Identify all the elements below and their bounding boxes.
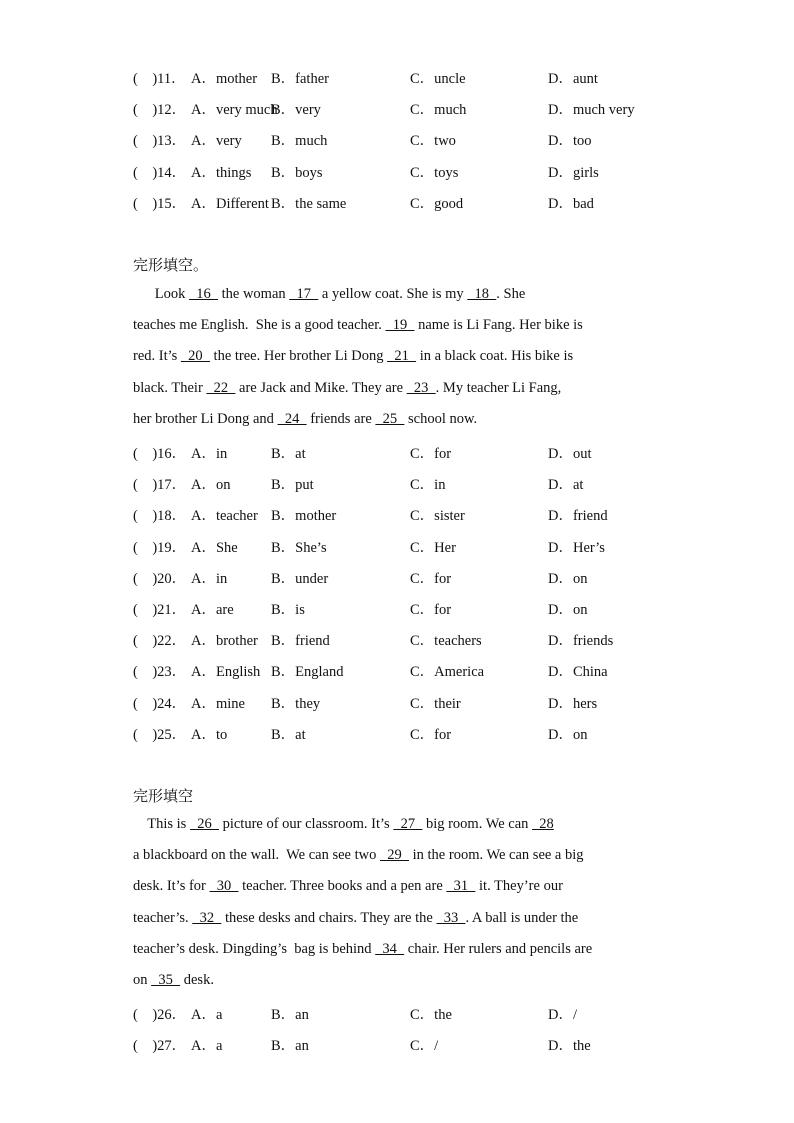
- passage-text: on: [133, 972, 152, 988]
- question-row: [0, 536, 794, 556]
- passage-text: are Jack and Mike. They are: [235, 379, 407, 396]
- option-c: C．America: [410, 664, 485, 681]
- question-row: [0, 129, 794, 149]
- option-a: A．very: [191, 133, 242, 150]
- question-number: ( )25．: [133, 726, 187, 743]
- option-c: C．for: [410, 602, 452, 618]
- option-c: C．much: [410, 102, 467, 119]
- passage-text: desk. It’s for: [133, 878, 210, 895]
- question-row: [0, 473, 794, 493]
- passage-text: in the room. We can see a big: [409, 847, 584, 864]
- question-row: [0, 67, 794, 87]
- passage-text: Look: [133, 286, 189, 302]
- option-b: B．friend: [271, 633, 330, 650]
- question-number: ( )19．: [133, 539, 187, 556]
- passage-text: teacher. Three books and a pen are: [238, 878, 447, 895]
- option-c: C．two: [410, 133, 456, 150]
- blank-number: 16: [188, 286, 218, 302]
- passage-text: big room. We can: [422, 816, 533, 832]
- blank-number: 23: [406, 379, 436, 396]
- question-row: [0, 161, 794, 181]
- option-b: B．much: [271, 133, 328, 150]
- option-a: A．in: [191, 570, 228, 587]
- option-d: D．Her’s: [548, 539, 605, 556]
- option-c: C．toys: [410, 164, 459, 181]
- question-number: ( )27．: [133, 1038, 187, 1055]
- option-a: A．are: [191, 602, 234, 618]
- blank-number: 24: [277, 410, 307, 427]
- option-a: A．a: [191, 1038, 223, 1055]
- option-a: A．a: [191, 1007, 223, 1023]
- passage-text: picture of our classroom. It’s: [218, 816, 394, 832]
- question-number: ( )11．: [133, 71, 186, 87]
- question-row: [0, 629, 794, 649]
- option-b: B．England: [271, 664, 344, 681]
- passage-line: [133, 348, 573, 365]
- question-number: ( )17．: [133, 477, 187, 494]
- option-b: B．at: [271, 726, 306, 743]
- option-b: B．an: [271, 1007, 309, 1023]
- passage-line: [133, 878, 563, 895]
- option-a: A．brother: [191, 633, 258, 650]
- passage-text: black. Their: [133, 379, 207, 396]
- option-b: B．put: [271, 477, 314, 494]
- blank-number: 18: [467, 286, 497, 302]
- option-a: A．on: [191, 477, 231, 494]
- option-a: A．She: [191, 539, 238, 556]
- blank-number: 20: [180, 348, 210, 365]
- passage-text: in a black coat. His bike is: [416, 348, 574, 365]
- option-a: A．Different: [191, 195, 269, 212]
- blank-number: 19: [385, 317, 415, 334]
- passage-line: [133, 910, 578, 927]
- passage-text: a yellow coat. She is my: [318, 286, 468, 302]
- option-c: C．teachers: [410, 633, 482, 650]
- option-d: D．friend: [548, 508, 608, 525]
- question-row: [0, 567, 794, 587]
- question-number: ( )20．: [133, 570, 187, 587]
- option-d: D．too: [548, 133, 592, 150]
- blank-number: 29: [380, 847, 409, 864]
- question-number: ( )12．: [133, 102, 187, 119]
- option-d: D．on: [548, 726, 588, 743]
- option-c: C．good: [410, 195, 464, 212]
- question-number: ( )23．: [133, 664, 187, 681]
- passage-text: red. It’s: [133, 348, 181, 365]
- option-d: D．the: [548, 1038, 591, 1055]
- passage-text: school now.: [404, 410, 478, 427]
- question-number: ( )15．: [133, 195, 187, 212]
- blank-number: 34: [375, 940, 405, 957]
- passage-text: name is Li Fang. Her bike is: [414, 317, 583, 334]
- blank-number: 35: [151, 972, 181, 988]
- option-c: C．their: [410, 695, 461, 712]
- question-row: [0, 1034, 794, 1054]
- option-d: D．girls: [548, 164, 599, 181]
- passage-text: her brother Li Dong and: [133, 410, 278, 427]
- option-d: D．hers: [548, 695, 598, 712]
- option-d: D．/: [548, 1007, 577, 1023]
- passage-text: teaches me English. She is a good teacher.: [133, 317, 386, 334]
- question-row: [0, 504, 794, 524]
- passage-line: [133, 380, 561, 397]
- option-d: D．much very: [548, 102, 635, 119]
- passage-line: [133, 411, 477, 428]
- blank-number: 26: [189, 816, 219, 832]
- passage-text: friends are: [306, 410, 376, 427]
- option-d: D．on: [548, 570, 588, 587]
- question-row: [0, 692, 794, 712]
- option-c: C．the: [410, 1007, 452, 1023]
- question-number: ( )21．: [133, 602, 187, 618]
- passage-text: the woman: [217, 286, 290, 302]
- passage-line: [133, 816, 554, 833]
- passage-text: desk.: [180, 972, 214, 988]
- question-row: [0, 723, 794, 743]
- blank-number: 21: [387, 348, 417, 365]
- blank-number: 25: [375, 410, 405, 427]
- question-number: ( )22．: [133, 633, 187, 650]
- passage-text: . A ball is under the: [465, 909, 579, 926]
- question-row: [0, 660, 794, 680]
- option-c: C．/: [410, 1038, 439, 1055]
- question-number: ( )13．: [133, 133, 187, 150]
- option-b: B．father: [271, 71, 329, 87]
- passage-text: it. They’re our: [475, 878, 563, 895]
- passage-line: [133, 317, 583, 334]
- blank-number: 33: [436, 909, 466, 926]
- option-c: C．for: [410, 726, 452, 743]
- question-number: ( )16．: [133, 446, 187, 462]
- blank-number: 30: [209, 878, 239, 895]
- blank-number: 28: [532, 816, 554, 832]
- option-b: B．the same: [271, 195, 347, 212]
- option-d: D．aunt: [548, 71, 598, 87]
- option-d: D．at: [548, 477, 584, 494]
- question-number: ( )24．: [133, 695, 187, 712]
- option-b: B．under: [271, 570, 329, 587]
- passage-line: [133, 972, 214, 989]
- question-number: ( )18．: [133, 508, 187, 525]
- blank-number: 22: [206, 379, 236, 396]
- blank-number: 31: [446, 878, 476, 895]
- option-c: C．Her: [410, 539, 456, 556]
- question-row: [0, 1003, 794, 1023]
- passage-text: these desks and chairs. They are the: [221, 909, 437, 926]
- option-b: B．She’s: [271, 539, 327, 556]
- option-a: A．very much: [191, 102, 278, 119]
- option-b: B．boys: [271, 164, 323, 181]
- option-b: B．very: [271, 102, 321, 119]
- question-row: [0, 598, 794, 618]
- option-d: D．China: [548, 664, 608, 681]
- option-c: C．for: [410, 570, 452, 587]
- section-heading-3: 完形填空: [133, 787, 194, 805]
- passage-text: chair. Her rulers and pencils are: [404, 940, 593, 957]
- option-d: D．bad: [548, 195, 594, 212]
- passage-line: [133, 286, 525, 303]
- option-d: D．friends: [548, 633, 614, 650]
- option-b: B．they: [271, 695, 321, 712]
- option-c: C．for: [410, 446, 452, 462]
- option-c: C．sister: [410, 508, 465, 525]
- passage-text: . She: [496, 286, 526, 302]
- passage-text: teacher’s desk. Dingding’s bag is behind: [133, 940, 376, 957]
- question-row: [0, 98, 794, 118]
- blank-number: 17: [289, 286, 319, 302]
- option-a: A．mine: [191, 695, 245, 712]
- passage-text: This is: [133, 816, 190, 832]
- passage-text: a blackboard on the wall. We can see two: [133, 847, 380, 864]
- option-a: A．in: [191, 446, 228, 462]
- option-c: C．in: [410, 477, 446, 494]
- passage-line: [133, 941, 592, 958]
- passage-text: the tree. Her brother Li Dong: [209, 348, 388, 365]
- blank-number: 27: [393, 816, 423, 832]
- question-row: [0, 442, 794, 462]
- option-a: A．to: [191, 726, 228, 743]
- passage-text: teacher’s.: [133, 909, 193, 926]
- option-b: B．an: [271, 1038, 309, 1055]
- option-b: B．is: [271, 602, 305, 618]
- blank-number: 32: [192, 909, 222, 926]
- question-number: ( )14．: [133, 164, 187, 181]
- option-b: B．at: [271, 446, 306, 462]
- section-heading-2: 完形填空。: [133, 256, 209, 274]
- option-d: D．on: [548, 602, 588, 618]
- option-c: C．uncle: [410, 71, 466, 87]
- passage-line: [133, 847, 584, 864]
- passage-text: . My teacher Li Fang,: [435, 379, 562, 396]
- option-a: A．teacher: [191, 508, 258, 525]
- option-b: B．mother: [271, 508, 337, 525]
- question-row: [0, 192, 794, 212]
- option-a: A．things: [191, 164, 252, 181]
- option-a: A．English: [191, 664, 261, 681]
- option-a: A．mother: [191, 71, 258, 87]
- question-number: ( )26．: [133, 1007, 187, 1023]
- option-d: D．out: [548, 446, 592, 462]
